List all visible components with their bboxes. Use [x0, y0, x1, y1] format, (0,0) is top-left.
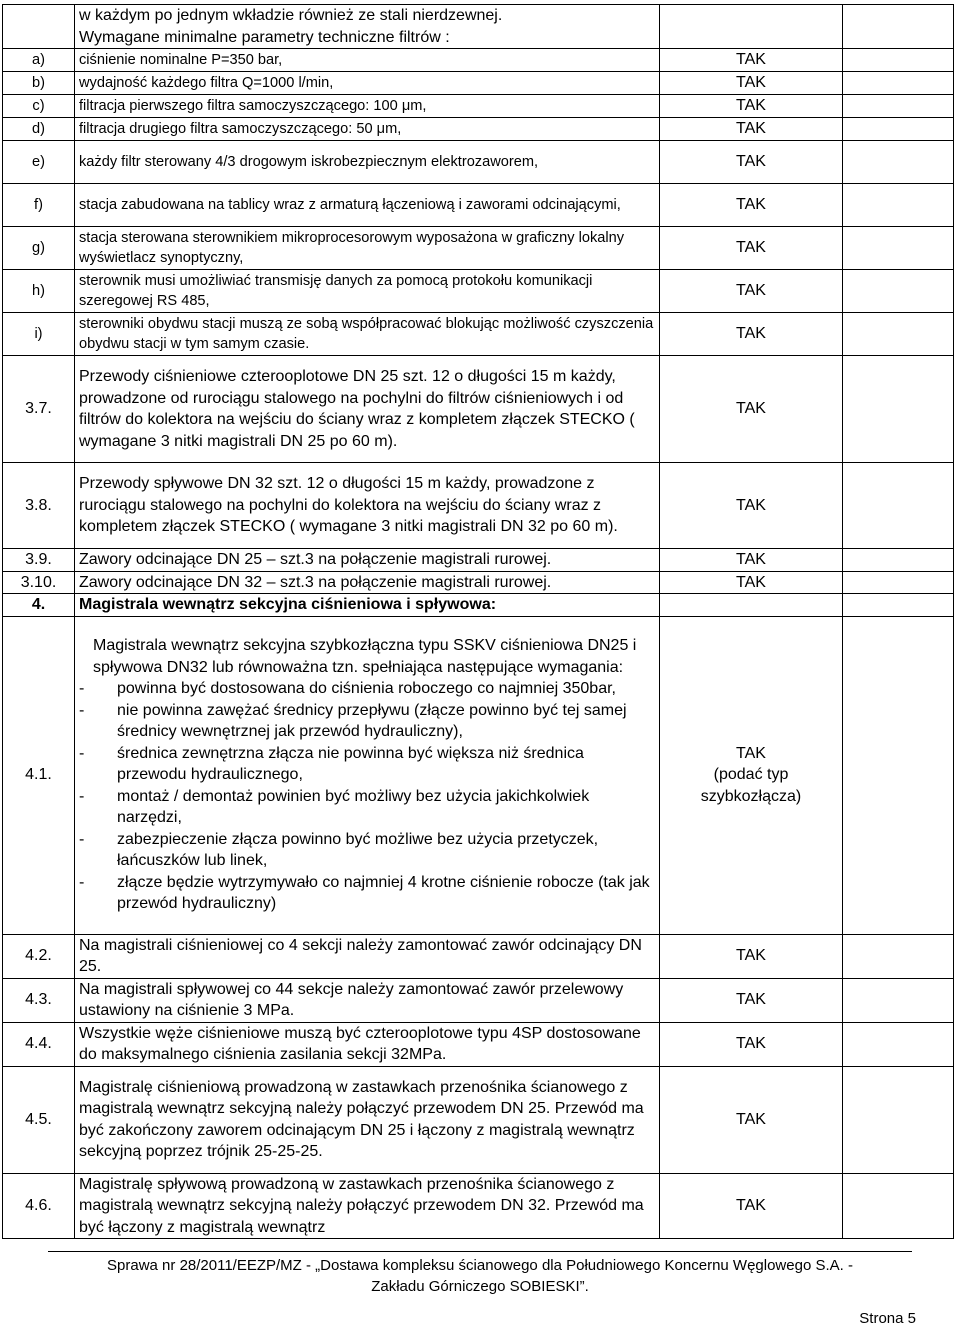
item-description: Na magistrali ciśnieniowej co 4 sekcji należy zamontować zawór odcinający DN 25.: [75, 934, 660, 978]
item-number: a): [3, 49, 75, 72]
notes-cell: [843, 118, 954, 141]
notes-cell: [843, 49, 954, 72]
section-title: Magistrala wewnątrz sekcyjna ciśnieniowa i spływowa:: [75, 594, 660, 617]
table-row: [3, 227, 954, 270]
notes-cell: [843, 616, 954, 934]
page-number: Strona 5: [859, 1310, 916, 1327]
footer-line-2: Zakładu Górniczego SOBIESKI”.: [371, 1278, 589, 1295]
item-compliance: TAK: [660, 227, 843, 270]
item-compliance: TAK: [660, 978, 843, 1022]
item-description: filtracja drugiego filtra samoczyszczącego: 50 μm,: [75, 118, 660, 141]
item-description: Magistralę spływową prowadzoną w zastawkach przenośnika ścianowego z magistralą wewnątrz sekcyjną należy połączyć przewodem DN 32. Przewód ma być łączony z magistralą wewnątrz: [75, 1173, 660, 1239]
item-compliance: TAK: [660, 141, 843, 184]
item-compliance: TAK: [660, 184, 843, 227]
dash-marker: -: [79, 701, 85, 719]
notes-cell: [843, 1022, 954, 1066]
empty-cell: [3, 5, 75, 49]
item-number: 3.9.: [3, 549, 75, 572]
intro-text: [75, 5, 660, 49]
item-number: 4.5.: [3, 1066, 75, 1173]
dash-marker: -: [79, 744, 85, 762]
item-compliance: TAK: [660, 934, 843, 978]
notes-cell: [843, 1066, 954, 1173]
requirement-item: [79, 743, 655, 786]
notes-cell: [843, 549, 954, 572]
item-compliance: TAK: [660, 1022, 843, 1066]
compliance-line: szybkozłącza): [700, 787, 802, 805]
item-number: 4.2.: [3, 934, 75, 978]
item-compliance: TAK: [660, 49, 843, 72]
item-compliance: TAK: [660, 270, 843, 313]
item-compliance: TAK: [660, 356, 843, 463]
item-compliance: TAK: [660, 549, 843, 572]
table-row: [3, 184, 954, 227]
empty-cell: [660, 594, 843, 617]
table-row: [3, 95, 954, 118]
item-number: 3.10.: [3, 571, 75, 594]
table-row: [3, 356, 954, 463]
item-number: 4.3.: [3, 978, 75, 1022]
table-row: [3, 270, 954, 313]
table-row: [3, 463, 954, 549]
notes-cell: [843, 978, 954, 1022]
table-row: [3, 141, 954, 184]
dash-marker: -: [79, 873, 85, 891]
item-number: 4.6.: [3, 1173, 75, 1239]
notes-cell: [843, 313, 954, 356]
intro-line-2: Wymagane minimalne parametry techniczne filtrów :: [79, 28, 450, 46]
dash-marker: -: [79, 787, 85, 805]
requirement-text: powinna być dostosowana do ciśnienia roboczego co najmniej 350bar,: [117, 680, 616, 698]
item-description: Zawory odcinające DN 25 – szt.3 na połączenie magistrali rurowej.: [75, 549, 660, 572]
item-description: ciśnienie nominalne P=350 bar,: [75, 49, 660, 72]
item-compliance: TAK: [660, 463, 843, 549]
requirement-item: [79, 678, 655, 700]
notes-cell: [843, 227, 954, 270]
requirement-item: [79, 700, 655, 743]
item-description: stacja sterowana sterownikiem mikroprocesorowym wyposażona w graficzny lokalny wyświetlacz synoptyczny,: [75, 227, 660, 270]
table-row: [3, 1173, 954, 1239]
notes-cell: [843, 141, 954, 184]
requirement-item: [79, 786, 655, 829]
notes-cell: [843, 571, 954, 594]
footer-line-1: Sprawa nr 28/2011/EEZP/MZ - „Dostawa kompleksu ścianowego dla Południowego Koncernu Węglowego S.A. -: [107, 1257, 853, 1274]
table-row: [3, 1022, 954, 1066]
item-number: 4.4.: [3, 1022, 75, 1066]
section-number: 4.: [3, 594, 75, 617]
item-number: i): [3, 313, 75, 356]
table-row: [3, 616, 954, 934]
item-number: 3.8.: [3, 463, 75, 549]
item-compliance: TAK: [660, 571, 843, 594]
item-compliance: TAK: [660, 313, 843, 356]
table-row: [3, 118, 954, 141]
requirement-text: złącze będzie wytrzymywało co najmniej 4 krotne ciśnienie robocze (tak jak przewód hydrauliczny): [117, 873, 650, 913]
notes-cell: [843, 270, 954, 313]
item-description: wydajność każdego filtra Q=1000 l/min,: [75, 72, 660, 95]
notes-cell: [843, 72, 954, 95]
table-row: [3, 1066, 954, 1173]
notes-cell: [843, 1173, 954, 1239]
dash-marker: -: [79, 830, 85, 848]
item-description: Na magistrali spływowej co 44 sekcje należy zamontować zawór przelewowy ustawiony na ciśnienie 3 MPa.: [75, 978, 660, 1022]
item-compliance: TAK: [660, 1173, 843, 1239]
footer-divider: [48, 1251, 912, 1252]
requirement-item: [79, 829, 655, 872]
intro-line-1: w każdym po jednym wkładzie również ze stali nierdzewnej.: [79, 7, 503, 24]
notes-cell: [843, 463, 954, 549]
notes-cell: [843, 934, 954, 978]
requirement-text: zabezpieczenie złącza powinno być możliwe bez użycia przetyczek, łańcuszków lub linek,: [117, 830, 599, 870]
empty-cell: [660, 5, 843, 49]
intro-row: [3, 5, 954, 49]
table-row: [3, 978, 954, 1022]
requirements-intro: Magistrala wewnątrz sekcyjna szybkozłączna typu SSKV ciśnieniowa DN25 i spływowa DN32 lub równoważna tzn. spełniająca następujące wymagania:: [93, 637, 637, 676]
item-number: b): [3, 72, 75, 95]
item-compliance: [660, 616, 843, 934]
item-compliance: TAK: [660, 95, 843, 118]
item-number: c): [3, 95, 75, 118]
requirement-text: średnica zewnętrzna złącza nie powinna być większa niż średnica przewodu hydraulicznego,: [117, 744, 584, 784]
item-number: f): [3, 184, 75, 227]
item-number: h): [3, 270, 75, 313]
item-number: 3.7.: [3, 356, 75, 463]
compliance-line: TAK: [736, 744, 766, 762]
item-description: sterowniki obydwu stacji muszą ze sobą współpracować blokując możliwość czyszczenia obydwu stacji w tym samym czasie.: [75, 313, 660, 356]
item-number: d): [3, 118, 75, 141]
item-number: g): [3, 227, 75, 270]
item-description: filtracja pierwszego filtra samoczyszczącego: 100 μm,: [75, 95, 660, 118]
empty-cell: [843, 5, 954, 49]
compliance-line: (podać typ: [713, 766, 789, 784]
item-compliance: TAK: [660, 118, 843, 141]
notes-cell: [843, 95, 954, 118]
item-description: sterownik musi umożliwiać transmisję danych za pomocą protokołu komunikacji szeregowej RS 485,: [75, 270, 660, 313]
requirement-text: nie powinna zawężać średnicy przepływu (złącze powinno być tej samej średnicy wewnętrznej jak przewód hydrauliczny),: [117, 701, 627, 741]
specification-table: [2, 4, 954, 1239]
item-description: Magistralę ciśnieniową prowadzoną w zastawkach przenośnika ścianowego z magistralą wewnątrz sekcyjną należy połączyć przewodem DN 25. Przewód ma być zakończony zaworem odcinającym DN 25 i łączony z magistralą wewnątrz sekcyjną poprzez trójnik 25-25-25.: [75, 1066, 660, 1173]
item-compliance: TAK: [660, 1066, 843, 1173]
table-row: [3, 934, 954, 978]
dash-marker: -: [79, 680, 85, 698]
table-row: [3, 571, 954, 594]
requirement-text: montaż / demontaż powinien być możliwy bez użycia jakichkolwiek narzędzi,: [117, 787, 590, 827]
item-number: e): [3, 141, 75, 184]
requirement-item: [79, 872, 655, 915]
table-row: [3, 49, 954, 72]
item-description: Zawory odcinające DN 32 – szt.3 na połączenie magistrali rurowej.: [75, 571, 660, 594]
item-description: [75, 616, 660, 934]
item-description: stacja zabudowana na tablicy wraz z armaturą łączeniową i zaworami odcinającymi,: [75, 184, 660, 227]
item-description: Przewody ciśnieniowe czterooplotowe DN 25 szt. 12 o długości 15 m każdy, prowadzone od rurociągu stalowego na pochylni do filtrów ciśnieniowych i od filtrów do kolektora na wejściu do ściany wraz z kompletem złączek STECKO ( wymagane 3 nitki magistrali DN 25 po 60 m).: [75, 356, 660, 463]
table-row: [3, 549, 954, 572]
item-description: Przewody spływowe DN 32 szt. 12 o długości 15 m każdy, prowadzone z rurociągu stalowego na pochylni do kolektora na wejściu do ściany wraz z kompletem złączek STECKO ( wymagane 3 nitki magistrali DN 32 po 60 m).: [75, 463, 660, 549]
item-compliance: TAK: [660, 72, 843, 95]
notes-cell: [843, 594, 954, 617]
table-row: [3, 72, 954, 95]
table-row: [3, 313, 954, 356]
item-description: Wszystkie węże ciśnieniowe muszą być czterooplotowe typu 4SP dostosowane do maksymalnego ciśnienia zasilania sekcji 32MPa.: [75, 1022, 660, 1066]
item-number: 4.1.: [3, 616, 75, 934]
section-header-row: [3, 594, 954, 617]
notes-cell: [843, 184, 954, 227]
item-description: każdy filtr sterowany 4/3 drogowym iskrobezpiecznym elektrozaworem,: [75, 141, 660, 184]
notes-cell: [843, 356, 954, 463]
